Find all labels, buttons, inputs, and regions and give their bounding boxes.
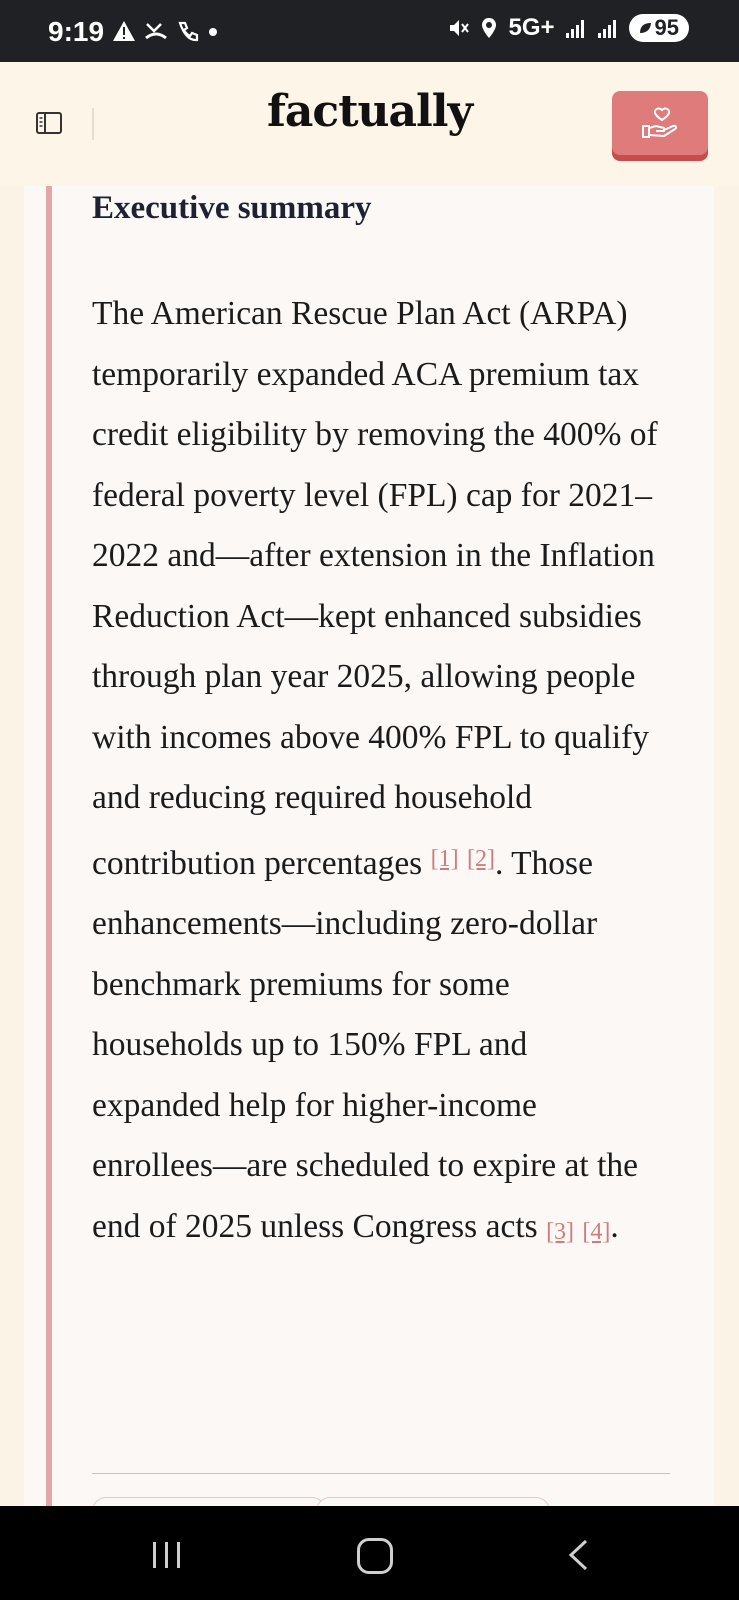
citation-link-3[interactable]: [3] (546, 1218, 575, 1245)
home-icon[interactable] (357, 1538, 393, 1574)
dot-icon (208, 20, 218, 42)
card-accent-bar (46, 186, 52, 1506)
status-bar (0, 0, 739, 62)
notification-icons (112, 20, 218, 42)
battery-saver-icon (637, 20, 653, 36)
donate-button[interactable] (612, 91, 708, 155)
mute-icon (448, 17, 470, 39)
network-type: 5G+ (508, 14, 555, 41)
system-nav-bar (0, 1506, 739, 1600)
warning-icon (112, 20, 136, 42)
battery-level: 95 (654, 15, 679, 40)
battery-indicator (629, 14, 689, 42)
recent-apps-icon[interactable] (150, 1540, 184, 1570)
missed-call-icon (144, 20, 168, 42)
app-logo[interactable]: factually (266, 86, 473, 137)
summary-card (24, 186, 714, 1506)
app-header (0, 62, 739, 186)
summary-title: Executive summary (92, 190, 372, 226)
signal-icon (565, 17, 587, 39)
summary-text-part-3: . (610, 1207, 619, 1245)
summary-text-part-1: The American Rescue Plan Act (ARPA) temporarily expanded ACA premium tax credit eligibility by removing the 400% of federal poverty level (FPL) cap for 2021–2022 and—after extension in the Inflation Reduction Act—kept enhanced subsidies through plan year 2025, allowing people with incomes above 400% FPL to qualify and reducing required household contribution percentages (92, 295, 658, 882)
signal-icon-2 (597, 17, 619, 39)
summary-text (92, 284, 662, 1262)
phone-icon (176, 20, 200, 42)
status-time: 9:19 (48, 16, 105, 47)
card-divider (92, 1473, 670, 1474)
location-icon (480, 17, 498, 39)
citation-link-4[interactable]: [4] (582, 1218, 611, 1245)
heart-hand-icon (640, 106, 680, 140)
back-icon[interactable] (566, 1539, 590, 1571)
citation-link-1[interactable]: [1] (430, 845, 459, 872)
summary-text-part-2: . Those enhancements—including zero-dollar benchmark premiums for some households up to 150% FPL and expanded help for higher-income enrollees—are scheduled to expire at the end of 2025 unless Congress acts (92, 844, 638, 1245)
citation-link-2[interactable]: [2] (466, 845, 495, 872)
system-indicators (448, 14, 689, 42)
